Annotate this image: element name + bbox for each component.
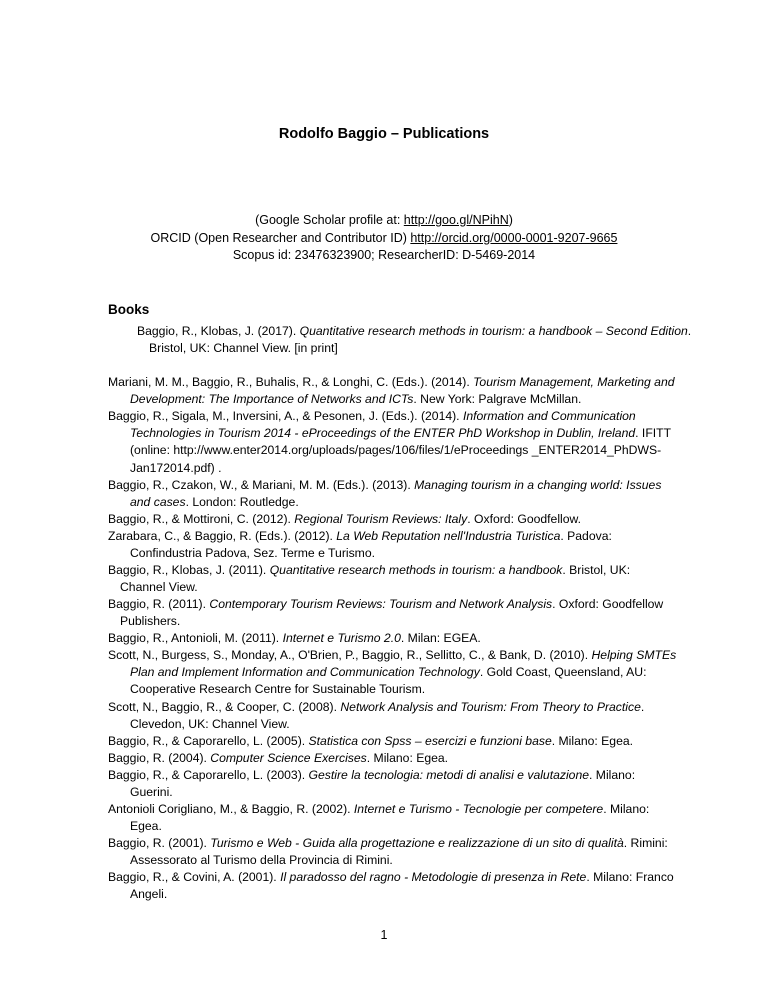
scholar-link[interactable]: http://goo.gl/NPihN bbox=[403, 213, 509, 227]
scholar-suffix: ) bbox=[508, 213, 513, 227]
reference-item-16: Baggio, R., & Covini, A. (2001). Il paradosso del ragno - Metodologie di presenza in Rete. Milano: Franco Angeli. bbox=[108, 870, 674, 902]
reference-item-6: Baggio, R., Klobas, J. (2011). Quantitative research methods in tourism: a handbook. Bristol, UK: Channel View. bbox=[108, 563, 631, 595]
reference-item-13: Baggio, R., & Caporarello, L. (2003). Gestire la tecnologia: metodi di analisi e valutazione. Milano: Guerini. bbox=[108, 768, 636, 800]
reference-item-5: Zarabara, C., & Baggio, R. (Eds.). (2012). La Web Reputation nell'Industria Turistica. Padova: Confindustria Padova, Sez. Terme e Turismo. bbox=[108, 529, 612, 561]
books-heading: Books bbox=[108, 302, 150, 317]
reference-item-4: Baggio, R., & Mottironi, C. (2012). Regional Tourism Reviews: Italy. Oxford: Goodfellow. bbox=[108, 512, 582, 526]
reference-item-15: Baggio, R. (2001). Turismo e Web - Guida alla progettazione e realizzazione di un sito di qualità. Rimini: Assessorato al Turismo della Provincia di Rimini. bbox=[108, 836, 668, 868]
reference-item-7: Baggio, R. (2011). Contemporary Tourism Reviews: Tourism and Network Analysis. Oxford: Goodfellow Publishers. bbox=[108, 597, 664, 629]
profile-block bbox=[0, 212, 768, 265]
orcid-link[interactable]: http://orcid.org/0000-0001-9207-9665 bbox=[410, 230, 618, 245]
scholar-line bbox=[0, 212, 768, 230]
scholar-prefix: (Google Scholar profile at: bbox=[255, 213, 404, 227]
page-title: Rodolfo Baggio – Publications bbox=[278, 126, 490, 142]
reference-item-14: Antonioli Corigliano, M., & Baggio, R. (2002). Internet e Turismo - Tecnologie per competere. Milano: Egea. bbox=[108, 802, 650, 834]
reference-item-0: Baggio, R., Klobas, J. (2017). Quantitative research methods in tourism: a handbook – Second Edition. Bristol, UK: Channel View. [in print] bbox=[137, 324, 692, 356]
reference-item-10: Scott, N., Baggio, R., & Cooper, C. (2008). Network Analysis and Tourism: From Theory to Practice. Clevedon, UK: Channel View. bbox=[108, 700, 645, 732]
page-number: 1 bbox=[380, 928, 388, 942]
orcid-line bbox=[0, 230, 768, 248]
reference-item-12: Baggio, R. (2004). Computer Science Exercises. Milano: Egea. bbox=[108, 751, 449, 765]
reference-item-9: Scott, N., Burgess, S., Monday, A., O'Brien, P., Baggio, R., Sellitto, C., & Bank, D. (2010). Helping SMTEs Plan and Implement Information and Communication Technology. Gold Coast, Queensland, AU: Cooperative Research Centre for Sustainable Tourism. bbox=[108, 648, 677, 697]
reference-item-1: Mariani, M. M., Baggio, R., Buhalis, R., & Longhi, C. (Eds.). (2014). Tourism Management, Marketing and Development: The Importance of Networks and ICTs. New York: Palgrave McMillan. bbox=[108, 375, 675, 407]
orcid-prefix: ORCID (Open Researcher and Contributor ID) bbox=[150, 230, 411, 245]
reference-item-8: Baggio, R., Antonioli, M. (2011). Internet e Turismo 2.0. Milan: EGEA. bbox=[108, 631, 481, 645]
scopus-line: Scopus id: 23476323900; ResearcherID: D-5469-2014 bbox=[232, 248, 536, 262]
reference-item-11: Baggio, R., & Caporarello, L. (2005). Statistica con Spss – esercizi e funzioni base. Milano: Egea. bbox=[108, 734, 634, 748]
reference-item-2: Baggio, R., Sigala, M., Inversini, A., & Pesonen, J. (Eds.). (2014). Information and Communication Technologies in Tourism 2014 - eProceedings of the ENTER PhD Workshop in Dublin, Ireland. IFITT (online: http://www.enter2014.org/uploads/pages/106/files/1/eProceedings _ENTER2014_PhDWS-Jan172014.pdf) . bbox=[108, 409, 671, 475]
reference-item-3: Baggio, R., Czakon, W., & Mariani, M. M. (Eds.). (2013). Managing tourism in a changing world: Issues and cases. London: Routledge. bbox=[108, 478, 662, 510]
